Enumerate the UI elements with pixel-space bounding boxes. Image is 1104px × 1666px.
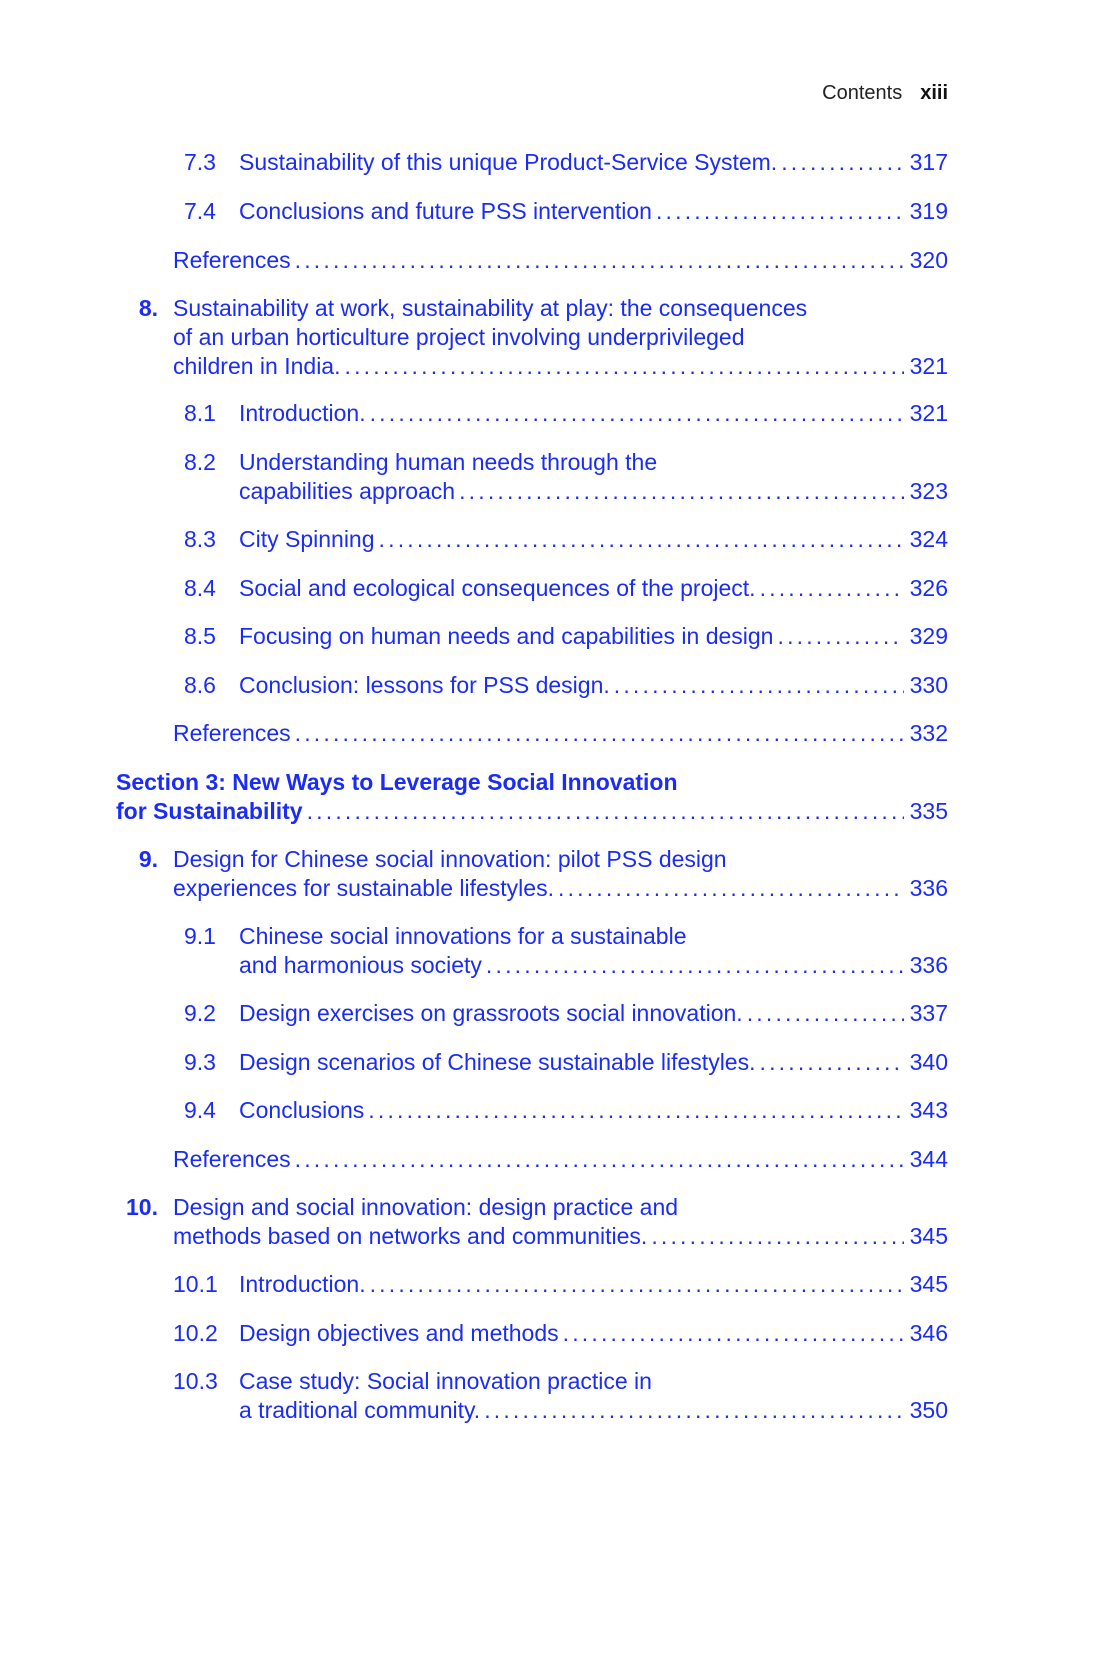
entry-title: Conclusion: lessons for PSS design. <box>239 672 610 698</box>
entry-title: Sustainability of this unique Product-Service System. <box>239 149 778 175</box>
page-number: 319 <box>909 198 948 224</box>
page-number: 332 <box>909 720 948 746</box>
entry-title: Design scenarios of Chinese sustainable lifestyles. <box>239 1049 756 1075</box>
dot-leader <box>345 352 904 381</box>
dot-leader <box>370 1270 904 1299</box>
page-number: 330 <box>909 672 948 698</box>
chapter-number: 9. <box>138 846 158 872</box>
section-number: 8.3 <box>184 526 216 552</box>
section-number: 8.6 <box>184 672 216 698</box>
page-number: 329 <box>909 623 948 649</box>
dot-leader <box>368 1096 903 1125</box>
page-number: 326 <box>909 575 948 601</box>
dot-leader <box>558 874 904 903</box>
dot-leader <box>307 797 904 826</box>
running-head <box>822 82 948 105</box>
dot-leader <box>760 574 904 603</box>
page-number: 336 <box>909 952 948 978</box>
entry-title: Conclusions and future PSS intervention <box>239 198 652 224</box>
entry-title: References <box>173 720 291 746</box>
section-number: 8.2 <box>184 449 216 475</box>
page-folio: xiii <box>920 82 948 104</box>
entry-title-line: Sustainability at work, sustainability at play: the consequences <box>173 295 808 321</box>
page-number: 337 <box>909 1000 948 1026</box>
entry-title: Social and ecological consequences of the project. <box>239 575 756 601</box>
entry-title: References <box>173 247 291 273</box>
entry-title: Design exercises on grassroots social innovation. <box>239 1000 743 1026</box>
page-number: 344 <box>909 1146 948 1172</box>
dot-leader <box>295 246 904 275</box>
page-number: 345 <box>909 1271 948 1297</box>
dot-leader <box>459 477 904 506</box>
section-number: 7.3 <box>184 149 216 175</box>
section-number: 10.2 <box>173 1320 218 1346</box>
dot-leader <box>656 197 904 226</box>
page-number: 317 <box>909 149 948 175</box>
dot-leader <box>370 399 904 428</box>
page-number: 323 <box>909 478 948 504</box>
entry-title: Focusing on human needs and capabilities in design <box>239 623 774 649</box>
page-number: 335 <box>909 798 948 824</box>
dot-leader <box>295 1145 904 1174</box>
section-number: 9.1 <box>184 923 216 949</box>
entry-title: Design objectives and methods <box>239 1320 559 1346</box>
dot-leader <box>379 525 904 554</box>
section-number: 8.4 <box>184 575 216 601</box>
section-number: 9.2 <box>184 1000 216 1026</box>
entry-title-line: Chinese social innovations for a sustainable <box>239 923 687 949</box>
entry-title-line: Design for Chinese social innovation: pilot PSS design <box>173 846 727 872</box>
entry-title: City Spinning <box>239 526 375 552</box>
page-number: 343 <box>909 1097 948 1123</box>
section-number: 10.3 <box>173 1368 218 1394</box>
chapter-number: 8. <box>138 295 158 321</box>
page-number: 321 <box>909 353 948 379</box>
page-number: 345 <box>909 1223 948 1249</box>
entry-title: References <box>173 1146 291 1172</box>
running-head-label: Contents <box>822 82 903 104</box>
entry-title-line: capabilities approach <box>239 478 456 504</box>
entry-title-line: Case study: Social innovation practice in <box>239 1368 652 1394</box>
entry-title-line: of an urban horticulture project involving underprivileged <box>173 324 745 350</box>
entry-title-line: Section 3: New Ways to Leverage Social Innovation <box>116 769 678 795</box>
dot-leader <box>295 719 904 748</box>
entry-title: Introduction. <box>239 400 366 426</box>
page-number: 340 <box>909 1049 948 1075</box>
entry-title-line: experiences for sustainable lifestyles. <box>173 875 554 901</box>
entry-title: Introduction. <box>239 1271 366 1297</box>
dot-leader <box>614 671 904 700</box>
entry-title: Conclusions <box>239 1097 365 1123</box>
dot-leader <box>486 951 904 980</box>
entry-title-line: Understanding human needs through the <box>239 449 658 475</box>
dot-leader <box>484 1396 903 1425</box>
dot-leader <box>781 148 903 177</box>
chapter-number: 10. <box>126 1194 158 1220</box>
entry-title-line: children in India. <box>173 353 341 379</box>
page-number: 320 <box>909 247 948 273</box>
page-number: 336 <box>909 875 948 901</box>
dot-leader <box>760 1048 904 1077</box>
section-number: 9.3 <box>184 1049 216 1075</box>
dot-leader <box>747 999 904 1028</box>
section-number: 10.1 <box>173 1271 218 1297</box>
entry-title-line: a traditional community. <box>239 1397 481 1423</box>
section-number: 7.4 <box>184 198 216 224</box>
page-number: 324 <box>909 526 948 552</box>
page-number: 346 <box>909 1320 948 1346</box>
entry-title-line: methods based on networks and communities. <box>173 1223 648 1249</box>
entry-title-line: for Sustainability <box>116 798 303 824</box>
dot-leader <box>777 622 903 651</box>
entry-title-line: Design and social innovation: design practice and <box>173 1194 679 1220</box>
section-number: 8.5 <box>184 623 216 649</box>
page-number: 350 <box>909 1397 948 1423</box>
dot-leader <box>651 1222 903 1251</box>
dot-leader <box>563 1319 904 1348</box>
entry-title-line: and harmonious society <box>239 952 482 978</box>
section-number: 9.4 <box>184 1097 216 1123</box>
section-number: 8.1 <box>184 400 216 426</box>
page-number: 321 <box>909 400 948 426</box>
